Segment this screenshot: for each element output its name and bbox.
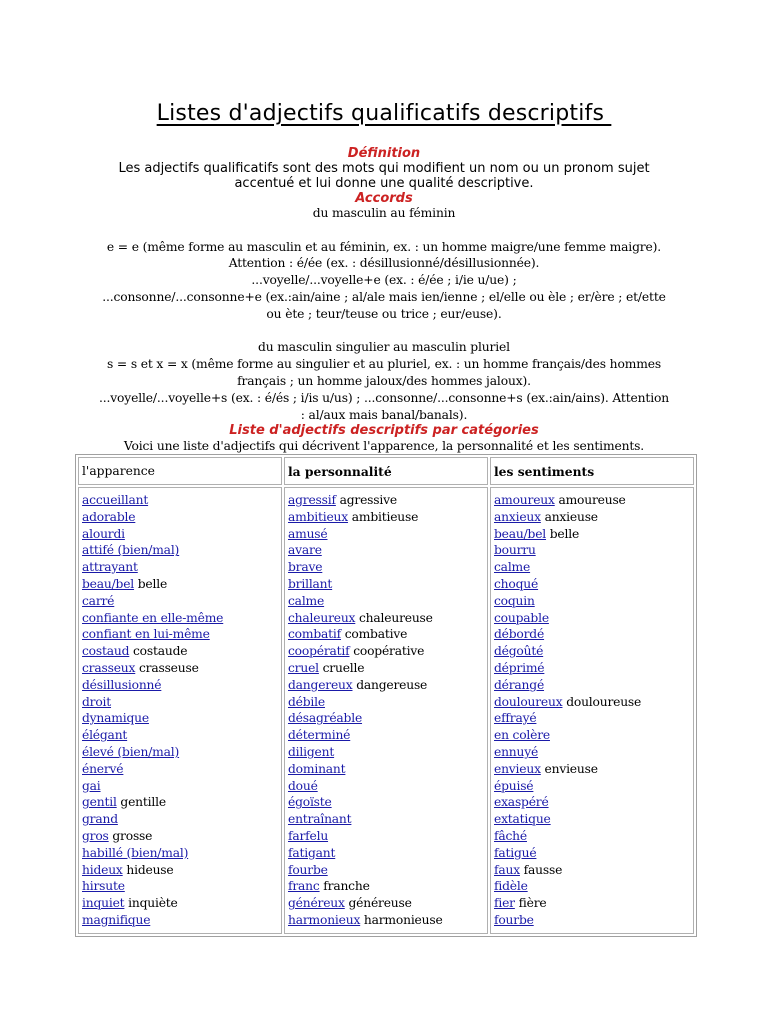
list-item (82, 576, 278, 593)
adjective-link[interactable]: carré (82, 593, 115, 608)
list-item (82, 509, 278, 526)
adjective-link[interactable]: brillant (288, 576, 333, 591)
adjective-link[interactable]: agressif (288, 493, 336, 507)
list-item (82, 862, 278, 879)
list-item (82, 643, 278, 660)
feminine-form: franche (323, 879, 370, 894)
adjective-link[interactable]: coquin (494, 593, 535, 608)
adjective-link[interactable]: chaleureux (288, 610, 356, 625)
feminine-form: dangereuse (356, 677, 428, 692)
page-title: Listes d'adjectifs qualificatifs descriptifs (156, 101, 612, 126)
adjective-link[interactable]: extatique (494, 812, 551, 827)
adjective-link[interactable]: brave (288, 560, 323, 575)
list-item (494, 610, 690, 627)
list-item (82, 727, 278, 744)
list-item (494, 509, 690, 526)
feminine-rule-line: ou ète ; teur/teuse ou trice ; eur/euse). (266, 306, 502, 321)
list-item (494, 526, 690, 543)
list-item (494, 878, 690, 895)
list-item (494, 794, 690, 811)
list-item (494, 845, 690, 862)
list-item (82, 895, 278, 912)
adjective-link[interactable]: hideux (82, 862, 123, 877)
list-item (82, 593, 278, 610)
list-item (494, 694, 690, 711)
adjective-link[interactable]: gros (82, 828, 109, 843)
feminine-form: coopérative (353, 644, 425, 659)
adjective-link[interactable]: douloureux (494, 694, 563, 709)
list-item (288, 610, 484, 627)
adjective-link[interactable]: inquiet (82, 896, 125, 911)
feminine-form: grosse (112, 828, 153, 843)
list-item (494, 811, 690, 828)
adjective-link[interactable]: farfelu (288, 828, 329, 843)
adjective-link[interactable]: fâché (494, 828, 527, 843)
list-item (82, 492, 278, 509)
adjective-link[interactable]: gai (82, 778, 101, 793)
list-item (288, 811, 484, 828)
adjective-link[interactable]: dangereux (288, 677, 353, 692)
adjective-link[interactable]: entraînant (288, 812, 352, 827)
adjective-link[interactable]: fier (494, 896, 515, 911)
feminine-form: combative (344, 627, 408, 642)
list-item (288, 559, 484, 576)
adjective-link[interactable]: confiante en elle-même (82, 610, 224, 625)
list-item (288, 677, 484, 694)
list-item (288, 593, 484, 610)
feminine-heading: du masculin au féminin (312, 206, 456, 220)
header-apparence: l'apparence (78, 457, 282, 485)
adjective-link[interactable]: envieux (494, 761, 541, 776)
list-item (82, 542, 278, 559)
list-item (494, 643, 690, 660)
header-personnalite: la personnalité (284, 457, 488, 485)
adjective-link[interactable]: ennuyé (494, 744, 539, 759)
adjective-link[interactable]: déterminé (288, 728, 351, 743)
feminine-rule-line: Attention : é/ée (ex. : désillusionné/désillusionnée). (228, 256, 540, 271)
list-item (82, 710, 278, 727)
adjective-link[interactable]: faux (494, 862, 520, 877)
adjective-link[interactable]: amoureux (494, 493, 555, 507)
list-item (494, 727, 690, 744)
feminine-rule-line: ...voyelle/...voyelle+e (ex. : é/ée ; i/ie u/ue) ; (251, 273, 517, 288)
personnalite-column (284, 487, 488, 934)
list-item (494, 744, 690, 761)
list-item (288, 794, 484, 811)
adjective-link[interactable]: désillusionné (82, 677, 162, 692)
list-item (494, 895, 690, 912)
list-item (82, 694, 278, 711)
feminine-form: crasseuse (138, 660, 199, 675)
list-item (494, 626, 690, 643)
adjective-link[interactable]: en colère (494, 728, 550, 743)
adjective-link[interactable]: effrayé (494, 711, 537, 726)
adjective-link[interactable]: franc (288, 879, 320, 894)
list-item (288, 660, 484, 677)
definition-section (88, 146, 680, 206)
list-item (288, 862, 484, 879)
adjective-link[interactable]: débordé (494, 627, 545, 642)
feminine-form: fière (518, 896, 547, 911)
feminine-rule-line: e = e (même forme au masculin et au féminin, ex. : un homme maigre/une femme maigre). (106, 239, 662, 254)
adjective-link[interactable]: exaspéré (494, 795, 549, 810)
adjective-link[interactable]: déprimé (494, 660, 545, 675)
adjective-link[interactable]: accueillant (82, 493, 149, 507)
adjective-link[interactable]: désagréable (288, 711, 363, 726)
list-item (288, 761, 484, 778)
adjective-link[interactable]: adorable (82, 509, 136, 524)
adjective-link[interactable]: alourdi (82, 526, 125, 541)
list-item (288, 845, 484, 862)
adjective-link[interactable]: généreux (288, 896, 345, 911)
adjective-link[interactable]: coupable (494, 610, 549, 625)
adjective-link[interactable]: amusé (288, 526, 328, 541)
adjective-link[interactable]: doué (288, 778, 318, 793)
adjective-link[interactable]: harmonieux (288, 912, 361, 927)
feminine-form: fausse (523, 862, 563, 877)
list-item (288, 895, 484, 912)
list-item (494, 576, 690, 593)
adjective-link[interactable]: épuisé (494, 778, 534, 793)
feminine-form: harmonieuse (363, 912, 443, 927)
list-item (82, 828, 278, 845)
list-item (494, 778, 690, 795)
feminine-form: gentille (120, 795, 166, 810)
list-item (288, 828, 484, 845)
list-item (288, 710, 484, 727)
list-item (82, 794, 278, 811)
list-item (288, 626, 484, 643)
adjective-link[interactable]: fatigant (288, 845, 336, 860)
list-item (288, 727, 484, 744)
adjective-link[interactable]: attifé (bien/mal) (82, 543, 180, 558)
list-item (288, 492, 484, 509)
adjective-link[interactable]: beau/bel (82, 576, 135, 591)
list-item (82, 878, 278, 895)
adjective-link[interactable]: crasseux (82, 660, 136, 675)
list-item (82, 626, 278, 643)
feminine-form: chaleureuse (359, 610, 433, 625)
list-item (288, 878, 484, 895)
plural-heading: du masculin singulier au masculin pluriel (258, 340, 510, 355)
feminine-form: douloureuse (566, 694, 642, 709)
adjective-link[interactable]: habillé (bien/mal) (82, 845, 189, 860)
adjective-link[interactable]: dérangé (494, 677, 545, 692)
list-item (494, 559, 690, 576)
list-item (288, 509, 484, 526)
adjective-link[interactable]: fatigué (494, 845, 537, 860)
adjective-link[interactable]: attrayant (82, 560, 138, 575)
feminine-form: amoureuse (558, 493, 626, 507)
adjective-link[interactable]: diligent (288, 744, 335, 759)
adjective-link[interactable]: gentil (82, 795, 117, 810)
adjective-link[interactable]: confiant en lui-même (82, 627, 210, 642)
adjective-link[interactable]: beau/bel (494, 526, 547, 541)
adjective-link[interactable]: fourbe (288, 862, 328, 877)
adjective-link[interactable]: bourru (494, 543, 536, 558)
adjective-link[interactable]: fourbe (494, 912, 534, 927)
feminine-form: costaude (132, 644, 188, 659)
apparence-column (78, 487, 282, 934)
adjectives-table (75, 454, 697, 937)
adjective-link[interactable]: hirsute (82, 879, 125, 894)
list-item (494, 862, 690, 879)
adjective-link[interactable]: choqué (494, 576, 539, 591)
categories-intro: Voici une liste d'adjectifs qui décrivent l'apparence, la personnalité et les sentiments. (123, 439, 645, 453)
list-item (82, 744, 278, 761)
list-item (494, 660, 690, 677)
list-item (82, 912, 278, 929)
feminine-form: envieuse (544, 761, 598, 776)
adjective-link[interactable]: anxieux (494, 509, 541, 524)
list-item (494, 761, 690, 778)
table-header-row (78, 457, 694, 485)
table-body-row (78, 487, 694, 934)
feminine-rules (60, 239, 708, 323)
feminine-form: généreuse (348, 896, 412, 911)
feminine-form: anxieuse (544, 509, 598, 524)
list-item (494, 492, 690, 509)
categories-section (60, 423, 708, 455)
list-item (494, 677, 690, 694)
feminine-form: ambitieuse (351, 509, 419, 524)
feminine-rule-line: ...consonne/...consonne+e (ex.:ain/aine ; al/ale mais ien/ienne ; el/elle ou èle ; er/ère ; et/ette (102, 289, 666, 304)
adjective-link[interactable]: débile (288, 694, 325, 709)
list-item (494, 593, 690, 610)
feminine-form: agressive (339, 493, 397, 507)
list-item (288, 694, 484, 711)
adjective-link[interactable]: dynamique (82, 711, 149, 726)
adjective-link[interactable]: dominant (288, 761, 346, 776)
plural-rule-line: s = s et x = x (même forme au singulier et au pluriel, ex. : un homme français/des hommes (106, 357, 662, 372)
plural-rules (60, 356, 708, 423)
feminine-form: inquiète (128, 896, 178, 911)
adjective-link[interactable]: droit (82, 694, 112, 709)
adjective-link[interactable]: fidèle (494, 879, 528, 894)
adjective-link[interactable]: costaud (82, 644, 130, 659)
list-item (82, 677, 278, 694)
list-item (494, 542, 690, 559)
list-item (288, 526, 484, 543)
feminine-form: belle (137, 576, 168, 591)
adjective-link[interactable]: calme (494, 560, 531, 575)
list-item (288, 912, 484, 929)
adjective-link[interactable]: magnifique (82, 912, 151, 927)
header-sentiments: les sentiments (490, 457, 694, 485)
list-item (82, 559, 278, 576)
list-item (82, 610, 278, 627)
adjective-link[interactable]: ambitieux (288, 509, 349, 524)
definition-text-line-2: accentué et lui donne une qualité descriptive. (234, 176, 534, 191)
accords-label: Accords (355, 191, 413, 206)
list-item (494, 710, 690, 727)
adjective-link[interactable]: combatif (288, 627, 341, 642)
definition-text-line-1: Les adjectifs qualificatifs sont des mots qui modifient un nom ou un pronom sujet (118, 161, 650, 176)
adjective-link[interactable]: élégant (82, 728, 128, 743)
sentiments-column (490, 487, 694, 934)
adjective-link[interactable]: dégoûté (494, 644, 544, 659)
list-item (288, 643, 484, 660)
list-item (288, 778, 484, 795)
adjective-link[interactable]: calme (288, 593, 325, 608)
list-item (82, 660, 278, 677)
list-item (288, 542, 484, 559)
feminine-form: belle (549, 526, 580, 541)
definition-label: Définition (347, 146, 421, 161)
accords-section (60, 205, 708, 423)
plural-rule-line: français ; un homme jaloux/des hommes jaloux). (237, 373, 531, 388)
adjective-link[interactable]: grand (82, 812, 118, 827)
list-item (82, 761, 278, 778)
list-item (288, 744, 484, 761)
list-item (82, 526, 278, 543)
plural-rule-line: : al/aux mais banal/banals). (300, 407, 468, 422)
categories-label: Liste d'adjectifs descriptifs par catégories (229, 423, 539, 438)
list-item (82, 811, 278, 828)
adjective-link[interactable]: avare (288, 543, 322, 558)
list-item (288, 576, 484, 593)
plural-rule-line: ...voyelle/...voyelle+s (ex. : é/és ; i/is u/us) ; ...consonne/...consonne+s (ex.:ain/ains). Attention (98, 390, 670, 405)
feminine-form: hideuse (126, 862, 174, 877)
adjective-link[interactable]: énervé (82, 761, 124, 776)
adjective-link[interactable]: coopératif (288, 644, 350, 659)
list-item (494, 912, 690, 929)
list-item (82, 778, 278, 795)
list-item (82, 845, 278, 862)
list-item (494, 828, 690, 845)
adjective-link[interactable]: élevé (bien/mal) (82, 744, 180, 759)
feminine-form: cruelle (322, 660, 365, 675)
adjective-link[interactable]: cruel (288, 660, 319, 675)
adjective-link[interactable]: égoïste (288, 795, 332, 810)
